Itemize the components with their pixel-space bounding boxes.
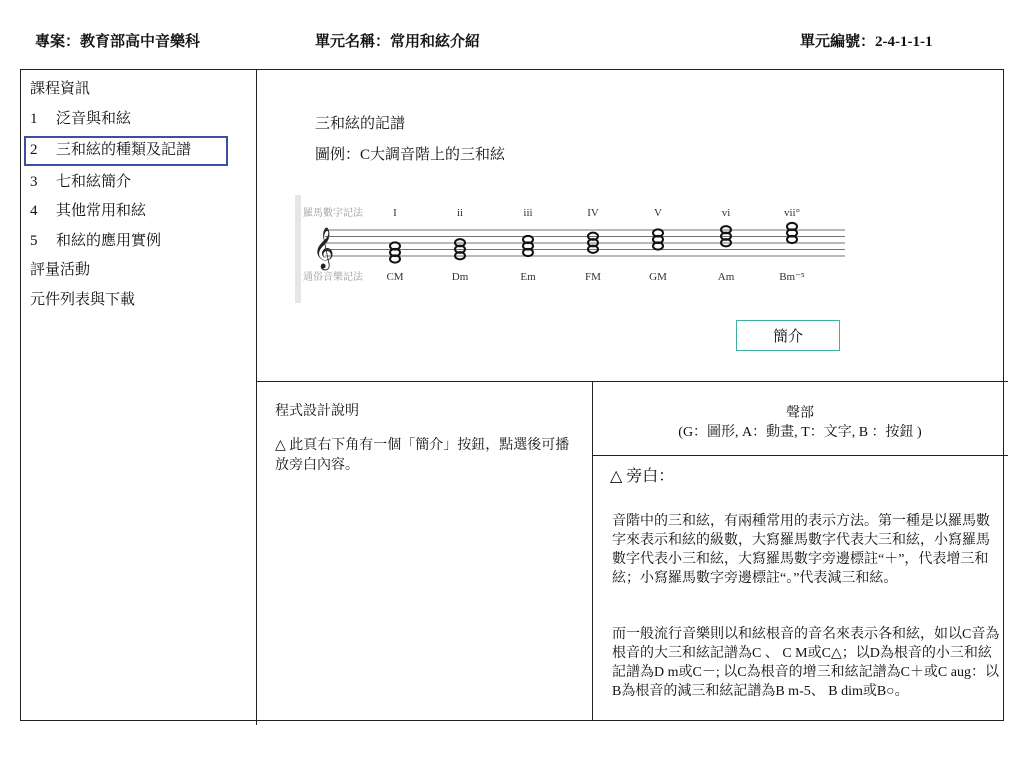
chord-name-label: FM [585,271,601,283]
sidebar [28,75,228,315]
program-notes-text: △ 此頁右下角有一個「簡介」按鈕，點選後可播放旁白內容。 [275,438,570,473]
project-label: 專案：教育部高中音樂科 [35,34,201,50]
sidebar-item-assessment[interactable]: 評量活動 [30,262,91,278]
staff-svg [295,195,855,305]
sidebar-divider [256,70,257,725]
narration-paragraph-2: 而一般流行音樂則以和絃根音的音名來表示各和絃，如以C音為根音的大三和絃記譜為C 、 C M或C△；以D為根音的小三和絃記譜為D m或C－; 以C為根音的增三和絃記譜為C＋或C aug：以B為根音的減三和絃記譜為B m-5、 B dim或B○。 [612,627,1000,699]
sidebar-item-label: 其他常用和絃 [56,203,147,219]
sidebar-item-seventh-chords[interactable]: 3 七和絃簡介 [30,173,132,190]
chord-name-label: Bm⁻⁵ [779,271,805,283]
program-notes-title: 程式設計說明 [275,404,359,419]
voice-part-header [600,404,1000,442]
narration-paragraph-1: 音階中的三和絃，有兩種常用的表示方法。第一種是以羅馬數字來表示和絃的級數，大寫羅馬數字代表大三和絃，小寫羅馬數字代表小三和絃，大寫羅馬數字旁邊標註“＋”，代表增三和絃；小寫羅馬數字旁邊標註“。”代表減三和絃。 [612,514,990,586]
sidebar-item-label: 和絃的應用實例 [56,232,162,249]
roman-numeral-label: IV [587,207,599,219]
figure-edge-shade [295,195,301,303]
unit-code-label: 單元編號：2-4-1-1-1 [800,34,933,50]
intro-button[interactable]: 簡介 [736,320,840,351]
voice-part-title: 聲部 [786,406,814,421]
voice-part-legend: (G：圖形, A：動畫, T：文字, B ：按鈕 ) [678,425,922,440]
sidebar-item-triad-types[interactable]: 2 三和絃的種類及記譜 [24,136,228,166]
treble-clef-icon: 𝄞 [313,228,335,269]
sidebar-item-label: 泛音與和絃 [56,110,132,127]
program-divider [592,381,593,721]
sidebar-item-label: 七和絃簡介 [56,173,132,190]
sidebar-heading: 課程資訊 [30,81,91,97]
chord-name-label: Em [520,271,536,283]
chord-name-label: CM [386,271,404,283]
roman-row-label: 羅馬數字記法 [303,208,363,219]
unit-name-label: 單元名稱：常用和絃介紹 [315,34,481,50]
voice-divider [592,455,1008,456]
sidebar-item-other-chords[interactable]: 4 其他常用和絃 [30,203,147,219]
chord-name-label: Am [717,271,735,283]
content-title: 三和絃的記譜 [315,116,406,132]
roman-numeral-label: vii° [783,207,801,219]
roman-numeral-label: ii [456,207,464,219]
triad-staff-figure [295,195,855,305]
sidebar-item-label: 三和絃的種類及記譜 [56,142,192,158]
chord-name-label: GM [649,271,667,283]
content-divider [256,381,1008,382]
popular-row-label: 通俗音樂記法 [303,272,363,283]
narration-title: △ 旁白： [610,468,675,485]
content-example-caption: 圖例：C大調音階上的三和絃 [315,147,506,163]
sidebar-item-downloads[interactable]: 元件列表與下載 [30,291,136,308]
roman-numeral-label: vi [721,207,731,219]
roman-numeral-label: iii [523,207,533,219]
roman-numeral-label: I [393,207,397,219]
chord-name-label: Dm [451,271,469,283]
roman-numeral-label: V [654,207,662,219]
sidebar-item-chord-examples[interactable]: 5 和絃的應用實例 [30,232,162,249]
sidebar-item-overtones[interactable]: 1 泛音與和絃 [30,110,132,127]
